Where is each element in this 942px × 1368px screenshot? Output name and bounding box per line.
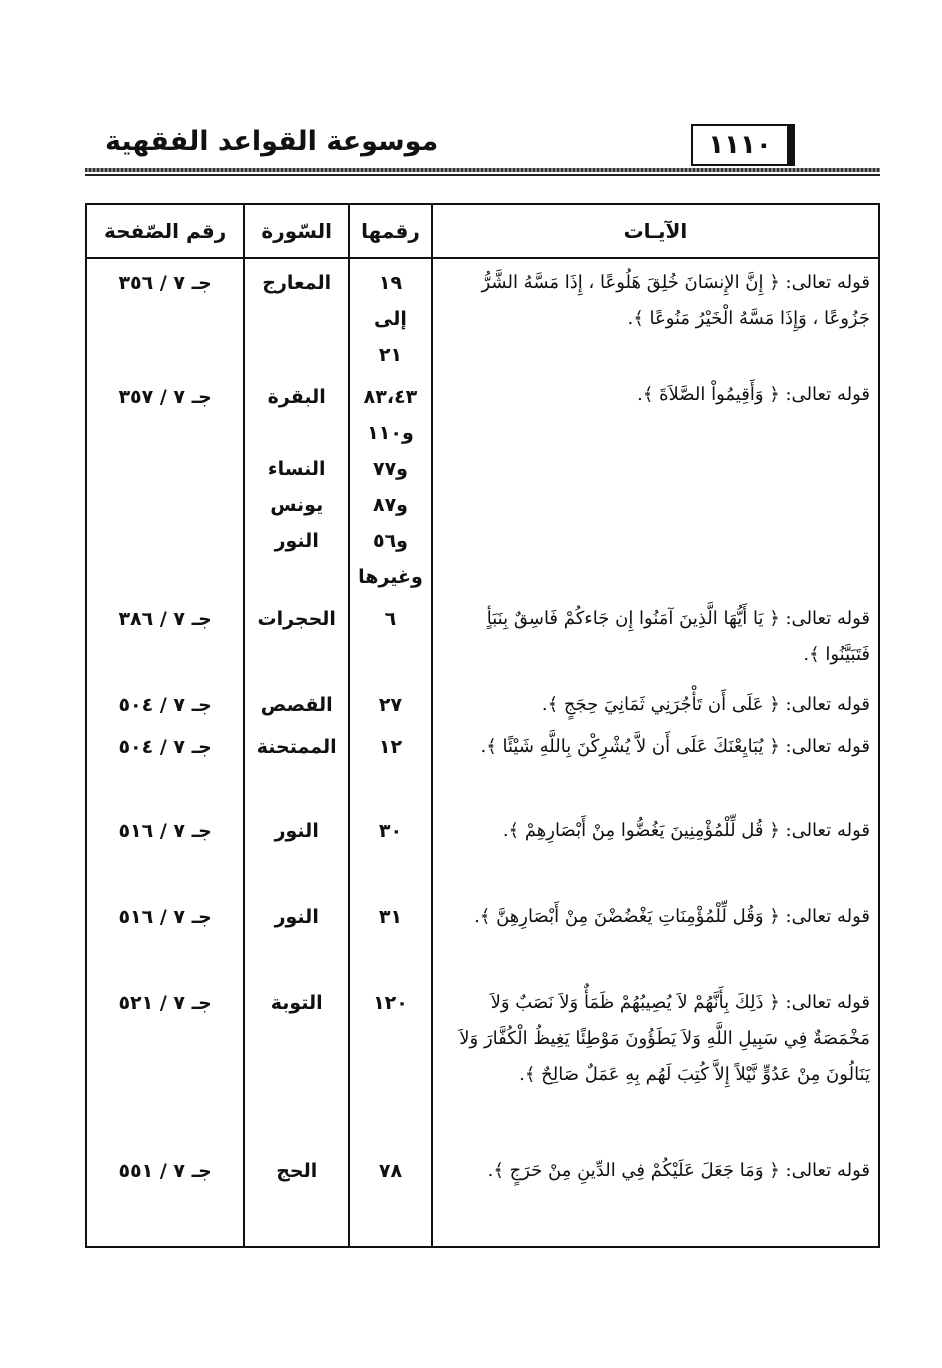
table-row	[86, 373, 879, 595]
sura-cell	[244, 258, 349, 373]
verse-number-cell	[349, 893, 432, 979]
sura-cell	[244, 807, 349, 893]
sura-name: الممتحنة	[256, 736, 337, 758]
verse-number: ٦	[384, 608, 397, 630]
verse-number: ٣٠	[378, 820, 403, 842]
verse-number-cell	[349, 807, 432, 893]
verse-number-cell	[349, 979, 432, 1147]
verse-number-cell	[349, 258, 432, 373]
sura-name: الحج	[276, 1160, 318, 1182]
sura-name: القصص	[260, 694, 333, 716]
page-reference-cell: جـ ٧ / ٥١٦	[86, 807, 244, 893]
sura-name: التوبة	[270, 992, 323, 1014]
verse-cell: قوله تعالى: ﴿ وَقُل لِّلْمُؤْمِنَاتِ يَغْضُضْنَ مِنْ أَبْصَارِهِنَّ ﴾.	[432, 893, 879, 979]
sura-cell	[244, 373, 349, 595]
book-title: موسوعة القواعد الفقهية	[105, 126, 439, 157]
header-page: رقم الصّفحة	[86, 204, 244, 258]
verse-number-cell	[349, 595, 432, 681]
table-row	[86, 893, 879, 979]
verse-number-cell	[349, 373, 432, 595]
page-reference-cell: جـ ٧ / ٣٥٧	[86, 373, 244, 595]
verse-number: ٢٧	[378, 694, 403, 716]
verse-cell: قوله تعالى: ﴿ وَمَا جَعَلَ عَلَيْكُمْ فِي الدِّينِ مِنْ حَرَجٍ ﴾.	[432, 1147, 879, 1247]
sura-name: النور	[274, 906, 319, 928]
sura-cell	[244, 681, 349, 723]
sura-name: الحجرات	[257, 608, 336, 630]
table-header-row	[86, 204, 879, 258]
verse-cell: قوله تعالى: ﴿ عَلَى أَن تَأْجُرَنِي ثَمَانِيَ حِجَجٍ ﴾.	[432, 681, 879, 723]
page-reference-cell: جـ ٧ / ٣٥٦	[86, 258, 244, 373]
sura-cell	[244, 979, 349, 1147]
verses-table	[85, 203, 880, 1248]
verse-cell: قوله تعالى: ﴿ وَأَقِيمُواْ الصَّلاَةَ ﴾.	[432, 373, 879, 595]
sura-cell	[244, 1147, 349, 1247]
table-row	[86, 979, 879, 1147]
verse-number: ٣١	[378, 906, 403, 928]
table-row	[86, 681, 879, 723]
sura-name: النور	[274, 530, 319, 552]
verse-cell: قوله تعالى: ﴿ ذَلِكَ بِأَنَّهُمْ لاَ يُصِيبُهُمْ ظَمَأٌ وَلاَ نَصَبٌ وَلاَ مَخْمَصَةٌ فِي سَبِيلِ اللَّهِ وَلاَ يَطَؤُونَ مَوْطِئًا يَغِيظُ الْكُفَّارَ وَلاَ يَنَالُونَ مِنْ عَدُوٍّ نَّيْلاً إِلاَّ كُتِبَ لَهُم بِهِ عَمَلٌ صَالِحٌ ﴾.	[432, 979, 879, 1147]
sura-name: المعارج	[262, 272, 332, 294]
sura-cell	[244, 893, 349, 979]
table-row	[86, 807, 879, 893]
verse-number-cell	[349, 681, 432, 723]
verse-number: وغيرها	[358, 566, 423, 588]
sura-name: البقرة	[267, 386, 326, 408]
sura-name: يونس	[270, 494, 324, 516]
sura-name: النساء	[267, 458, 326, 480]
sura-name	[253, 415, 340, 451]
verse-number: ٢١	[378, 344, 403, 366]
verse-number: و٥٦	[372, 530, 408, 552]
header-verses: الآيـات	[432, 204, 879, 258]
header-rule-thin	[85, 174, 880, 176]
table-row	[86, 595, 879, 681]
page-number: ١١١٠	[691, 124, 789, 166]
sura-cell	[244, 595, 349, 681]
table-row	[86, 258, 879, 373]
header-number: رقمها	[349, 204, 432, 258]
header-sura: السّورة	[244, 204, 349, 258]
verse-cell: قوله تعالى: ﴿ يُبَايِعْنَكَ عَلَى أَن لاَّ يُشْرِكْنَ بِاللَّهِ شَيْئًا ﴾.	[432, 723, 879, 807]
table-row	[86, 723, 879, 807]
sura-name: النور	[274, 820, 319, 842]
verse-number: ٨٣،٤٣	[363, 386, 418, 408]
table-row	[86, 1147, 879, 1247]
verse-number: و١١٠	[367, 422, 414, 444]
verse-cell: قوله تعالى: ﴿ إِنَّ الإِنسَانَ خُلِقَ هَلُوعًا ، إِذَا مَسَّهُ الشَّرُّ جَزُوعًا ، وَإِذَا مَسَّهُ الْخَيْرُ مَنُوعًا ﴾.	[432, 258, 879, 373]
page-header	[85, 122, 880, 174]
verse-number-cell	[349, 723, 432, 807]
header-rule	[85, 168, 880, 172]
page-reference-cell: جـ ٧ / ٥٢١	[86, 979, 244, 1147]
page-reference-cell: جـ ٧ / ٥١٦	[86, 893, 244, 979]
page-reference-cell: جـ ٧ / ٥٥١	[86, 1147, 244, 1247]
verse-number: و٧٧	[372, 458, 408, 480]
verse-cell: قوله تعالى: ﴿ يَا أَيُّهَا الَّذِينَ آمَنُوا إِن جَاءكُمْ فَاسِقٌ بِنَبَأٍ فَتَبَيَّنُوا ﴾.	[432, 595, 879, 681]
page-reference-cell: جـ ٧ / ٥٠٤	[86, 681, 244, 723]
sura-cell	[244, 723, 349, 807]
verse-number: ١٩	[378, 272, 403, 294]
verse-cell: قوله تعالى: ﴿ قُل لِّلْمُؤْمِنِينَ يَغُضُّوا مِنْ أَبْصَارِهِمْ ﴾.	[432, 807, 879, 893]
page-reference-cell: جـ ٧ / ٣٨٦	[86, 595, 244, 681]
verse-number: ٧٨	[378, 1160, 403, 1182]
verse-number: إلى	[374, 308, 407, 330]
page-reference-cell: جـ ٧ / ٥٠٤	[86, 723, 244, 807]
verse-number-cell	[349, 1147, 432, 1247]
verse-number: ١٢٠	[373, 992, 408, 1014]
verse-number: ١٢	[378, 736, 403, 758]
verse-number: و٨٧	[372, 494, 408, 516]
